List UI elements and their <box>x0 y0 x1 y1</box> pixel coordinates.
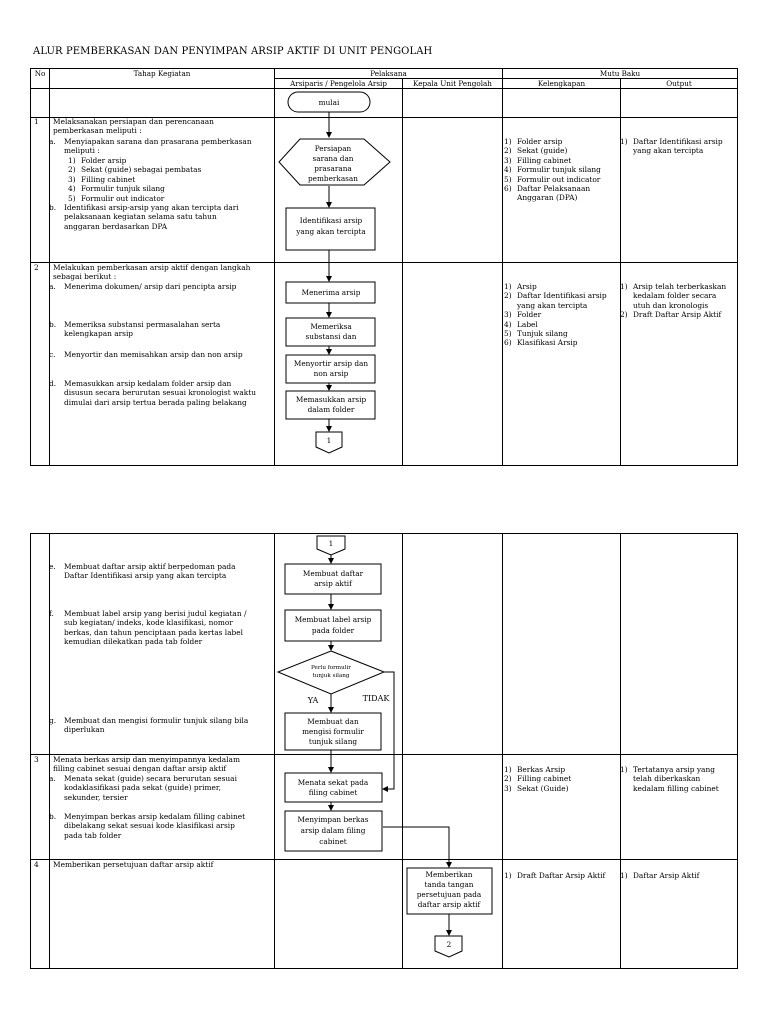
connector-label: 2 <box>446 940 452 949</box>
text-line: Menata berkas arsip dan menyimpannya kedalam <box>53 755 240 764</box>
row3-item-a-letter: a. <box>49 774 56 783</box>
flow-text: Memberikan <box>425 870 473 879</box>
list-item-text: Folder arsip <box>517 137 563 146</box>
list-item: 1) Daftar Identifikasi arsip yang akan tercipta <box>620 137 723 156</box>
list-item: 1) Berkas Arsip <box>504 765 566 774</box>
text-line: Menyimpan berkas arsip kedalam filling cabinet <box>64 812 246 821</box>
list-item: 2) Draft Daftar Arsip Aktif <box>620 310 722 320</box>
header-tahap-label: Tahap Kegiatan <box>133 69 191 78</box>
list-item-text: Label <box>517 319 538 329</box>
text-line: anggaran berdasarkan DPA <box>64 221 168 231</box>
list-item: 2) Sekat (guide) sebagai pembatas <box>68 165 202 175</box>
flow-text: tanda tangan <box>424 880 474 889</box>
row2-item-g-letter: g. <box>49 716 57 725</box>
flow-text: mengisi formulir <box>302 727 364 736</box>
text-line: pemberkasan meliputi : <box>53 126 142 136</box>
row2-item-a-letter: a. <box>49 282 56 291</box>
row2-number: 2 <box>34 263 39 272</box>
text-line: meliputi : <box>64 146 100 156</box>
flow-text: Menyortir arsip dan <box>293 359 369 368</box>
text-line: disusun secara berurutan sesuai kronologist waktu <box>64 388 256 398</box>
list-item-text: Draft Daftar Arsip Aktif <box>517 871 606 880</box>
decision-yes-label: YA <box>307 696 319 705</box>
flow-text: Identifikasi arsip <box>299 216 363 225</box>
flow-text: filing cabinet <box>308 788 358 797</box>
list-item-text: Sekat (Guide) <box>517 783 569 793</box>
flow-text: Persiapan <box>314 144 352 153</box>
list-item-text: Filling cabinet <box>517 774 572 784</box>
list-item-text: Sekat (guide) <box>517 146 568 156</box>
list-item: 1) Folder arsip <box>504 137 563 146</box>
flow-arrow-tidak <box>383 672 394 789</box>
list-item-text: Formulir out indicator <box>517 174 601 184</box>
header-output-label: Output <box>666 79 692 88</box>
flow-text: daftar arsip aktif <box>417 900 481 909</box>
row3-item-b-letter: b. <box>49 812 57 821</box>
connector-label: 1 <box>326 436 332 445</box>
header-arsiparis-label: Arsiparis / Pengelola Arsip <box>290 79 387 88</box>
row3-number: 3 <box>34 755 39 764</box>
flow-text: arsip aktif <box>314 579 352 588</box>
flow-text: Membuat label arsip <box>294 615 372 624</box>
start-label: mulai <box>318 98 340 107</box>
text-line: berkas, dan tahun penciptaan pada kertas label <box>64 627 244 637</box>
list-item-text: Arsip <box>517 282 537 291</box>
text-line: kodaklasifikasi pada sekat (guide) primer, <box>64 783 221 793</box>
text-line: Membuat label arsip yang berisi judul kegiatan / <box>64 609 247 618</box>
flow-text: arsip dalam filing <box>300 826 366 835</box>
list-item: 1) Daftar Arsip Aktif <box>620 871 700 880</box>
row2-item-d-letter: d. <box>49 379 57 388</box>
text-line: Menyiapakan sarana dan prasarana pemberkasan <box>64 137 252 146</box>
row2-item-c-letter: c. <box>49 350 56 359</box>
list-item: 4) Formulir tunjuk silang <box>68 184 165 194</box>
list-item: 6) Klasifikasi Arsip <box>504 338 578 348</box>
list-item: 5) Tunjuk silang <box>504 329 568 339</box>
flow-text: sarana dan <box>312 154 354 163</box>
flow-text: Menata sekat pada <box>297 778 369 787</box>
list-item: 3) Filling cabinet <box>504 155 572 165</box>
list-item: 3) Sekat (Guide) <box>504 783 569 793</box>
row2-item-c: Menyortir dan memisahkan arsip dan non arsip <box>64 350 243 359</box>
header-pelaksana-label: Pelaksana <box>370 69 407 78</box>
row1-item-a-letter: a. <box>49 137 56 146</box>
list-item: 6) Daftar Pelaksanaan Anggaran (DPA) <box>504 184 591 203</box>
flow-text: prasarana <box>314 164 352 173</box>
flow-text: Menerima arsip <box>301 288 361 297</box>
text-line: pada tab folder <box>64 830 122 840</box>
flow-text: Memeriksa <box>310 322 352 331</box>
list-item: 2) Sekat (guide) <box>504 146 568 156</box>
text-line: sub kegiatan/ indeks, kode klasifikasi, nomor <box>64 618 233 628</box>
connector-label: 1 <box>328 539 334 548</box>
list-item-text: Tertatanya arsip yang telah diberkaskan kedalam filling cabinet <box>633 765 719 793</box>
flow-text: Membuat dan <box>307 717 359 726</box>
list-item: 1) Tertatanya arsip yang telah diberkaskan kedalam filling cabinet <box>620 765 719 793</box>
flow-text: Membuat daftar <box>302 569 364 578</box>
row4-number: 4 <box>34 860 39 869</box>
flow-text: dalam folder <box>307 405 355 414</box>
header-kepala-label: Kepala Unit Pengolah <box>413 79 492 88</box>
list-item: 1) Arsip <box>504 282 537 291</box>
flow-text: cabinet <box>319 837 347 846</box>
text-line: Melakukan pemberkasan arsip aktif dengan langkah <box>53 263 251 272</box>
row2-item-a: Menerima dokumen/ arsip dari pencipta arsip <box>64 282 237 291</box>
list-item: 3) Folder <box>504 310 542 320</box>
list-item-text: Daftar Pelaksanaan Anggaran (DPA) <box>517 184 591 203</box>
header-mutu-label: Mutu Baku <box>599 69 641 78</box>
text-line: sebagai berikut : <box>53 272 117 282</box>
flow-arrow <box>383 827 449 867</box>
list-item: 1) Arsip telah terberkaskan kedalam folder secara utuh dan kronologis <box>620 282 727 310</box>
row2-item-f-letter: f. <box>49 609 54 618</box>
decision-no-label: TIDAK <box>362 694 390 703</box>
list-item-text: Tunjuk silang <box>517 329 568 339</box>
text-line: Memasukkan arsip kedalam folder arsip dan <box>64 379 232 388</box>
list-item-text: Klasifikasi Arsip <box>517 338 578 348</box>
list-item-text: Filling cabinet <box>81 174 136 184</box>
list-item-text: Berkas Arsip <box>517 765 566 774</box>
text-line: dimulai dari arsip tertua berada paling belakang <box>64 397 247 407</box>
row1-number: 1 <box>34 117 39 126</box>
list-item-text: Formulir tunjuk silang <box>517 165 601 175</box>
text-line: dibelakang sekat sesuai kode klasifikasi arsip <box>64 821 235 831</box>
list-item-text: Daftar Arsip Aktif <box>633 871 700 880</box>
text-line: Melaksanakan persiapan dan perencanaan <box>53 117 214 126</box>
text-line: sekunder, tersier <box>64 792 128 802</box>
list-item-text: Formulir out indicator <box>81 193 165 203</box>
text-line: Menata sekat (guide) secara berurutan sesuai <box>64 774 237 783</box>
decision-text: Perlu formulir <box>311 665 351 671</box>
list-item: 2) Filling cabinet <box>504 774 572 784</box>
list-item-text: Folder arsip <box>81 156 127 165</box>
row4-text: Memberikan persetujuan daftar arsip aktif <box>53 860 214 869</box>
header-kelengkapan-label: Kelengkapan <box>537 79 586 88</box>
list-item-text: Filling cabinet <box>517 155 572 165</box>
text-line: Daftar Identifikasi arsip yang akan tercipta <box>64 571 227 581</box>
text-line: Membuat dan mengisi formulir tunjuk silang bila <box>64 716 249 725</box>
row2-item-e-letter: e. <box>49 562 56 571</box>
flow-text: non arsip <box>313 369 349 378</box>
text-line: kemudian dilekatkan pada tab folder <box>64 637 203 647</box>
text-line: kelengkapan arsip <box>64 329 134 339</box>
flow-text: persetujuan pada <box>416 890 482 899</box>
list-item-text: Sekat (guide) sebagai pembatas <box>81 165 202 175</box>
header-no-label: No <box>34 69 46 78</box>
list-item-text: Daftar Identifikasi arsip yang akan tercipta <box>517 291 607 310</box>
row1-item-b-letter: b. <box>49 203 57 212</box>
list-item: 4) Formulir tunjuk silang <box>504 165 601 175</box>
list-item: 5) Formulir out indicator <box>504 174 601 184</box>
list-item: 1) Draft Daftar Arsip Aktif <box>504 871 606 880</box>
text-line: pelaksanaan kegiatan selama satu tahun <box>64 212 217 222</box>
text-line: filling cabinet sesuai dengan daftar arsip aktif <box>53 764 227 774</box>
flow-text: tunjuk silang <box>308 737 358 746</box>
flow-text: Menyimpan berkas <box>297 815 369 824</box>
list-item-text: Formulir tunjuk silang <box>81 184 165 194</box>
text-line: Identifikasi arsip-arsip yang akan tercipta dari <box>64 203 239 212</box>
flow-text: substansi dan <box>305 332 357 341</box>
flow-text: yang akan tercipta <box>296 227 366 236</box>
list-item-text: Arsip telah terberkaskan kedalam folder secara utuh dan kronologis <box>633 282 727 310</box>
list-item-text: Daftar Identifikasi arsip yang akan tercipta <box>633 137 723 156</box>
list-item: 2) Daftar Identifikasi arsip yang akan tercipta <box>504 291 607 310</box>
text-line: Membuat daftar arsip aktif berpedoman pada <box>64 562 236 571</box>
flow-text: pada folder <box>311 626 355 635</box>
list-item: 1) Folder arsip <box>68 156 127 165</box>
list-item: 5) Formulir out indicator <box>68 193 165 203</box>
text-line: diperlukan <box>64 725 105 735</box>
decision-text: tunjuk silang <box>312 673 350 679</box>
flow-text: Memasukkan arsip <box>295 395 367 404</box>
row2-item-b-letter: b. <box>49 320 57 329</box>
list-item-text: Folder <box>517 310 542 320</box>
document-title: ALUR PEMBERKASAN DAN PENYIMPAN ARSIP AKTIF DI UNIT PENGOLAH <box>33 46 433 57</box>
text-line: Memeriksa substansi permasalahan serta <box>64 320 221 329</box>
list-item: 4) Label <box>504 319 538 329</box>
list-item: 3) Filling cabinet <box>68 174 136 184</box>
list-item-text: Draft Daftar Arsip Aktif <box>633 310 722 320</box>
flow-text: pemberkasan <box>308 174 358 183</box>
